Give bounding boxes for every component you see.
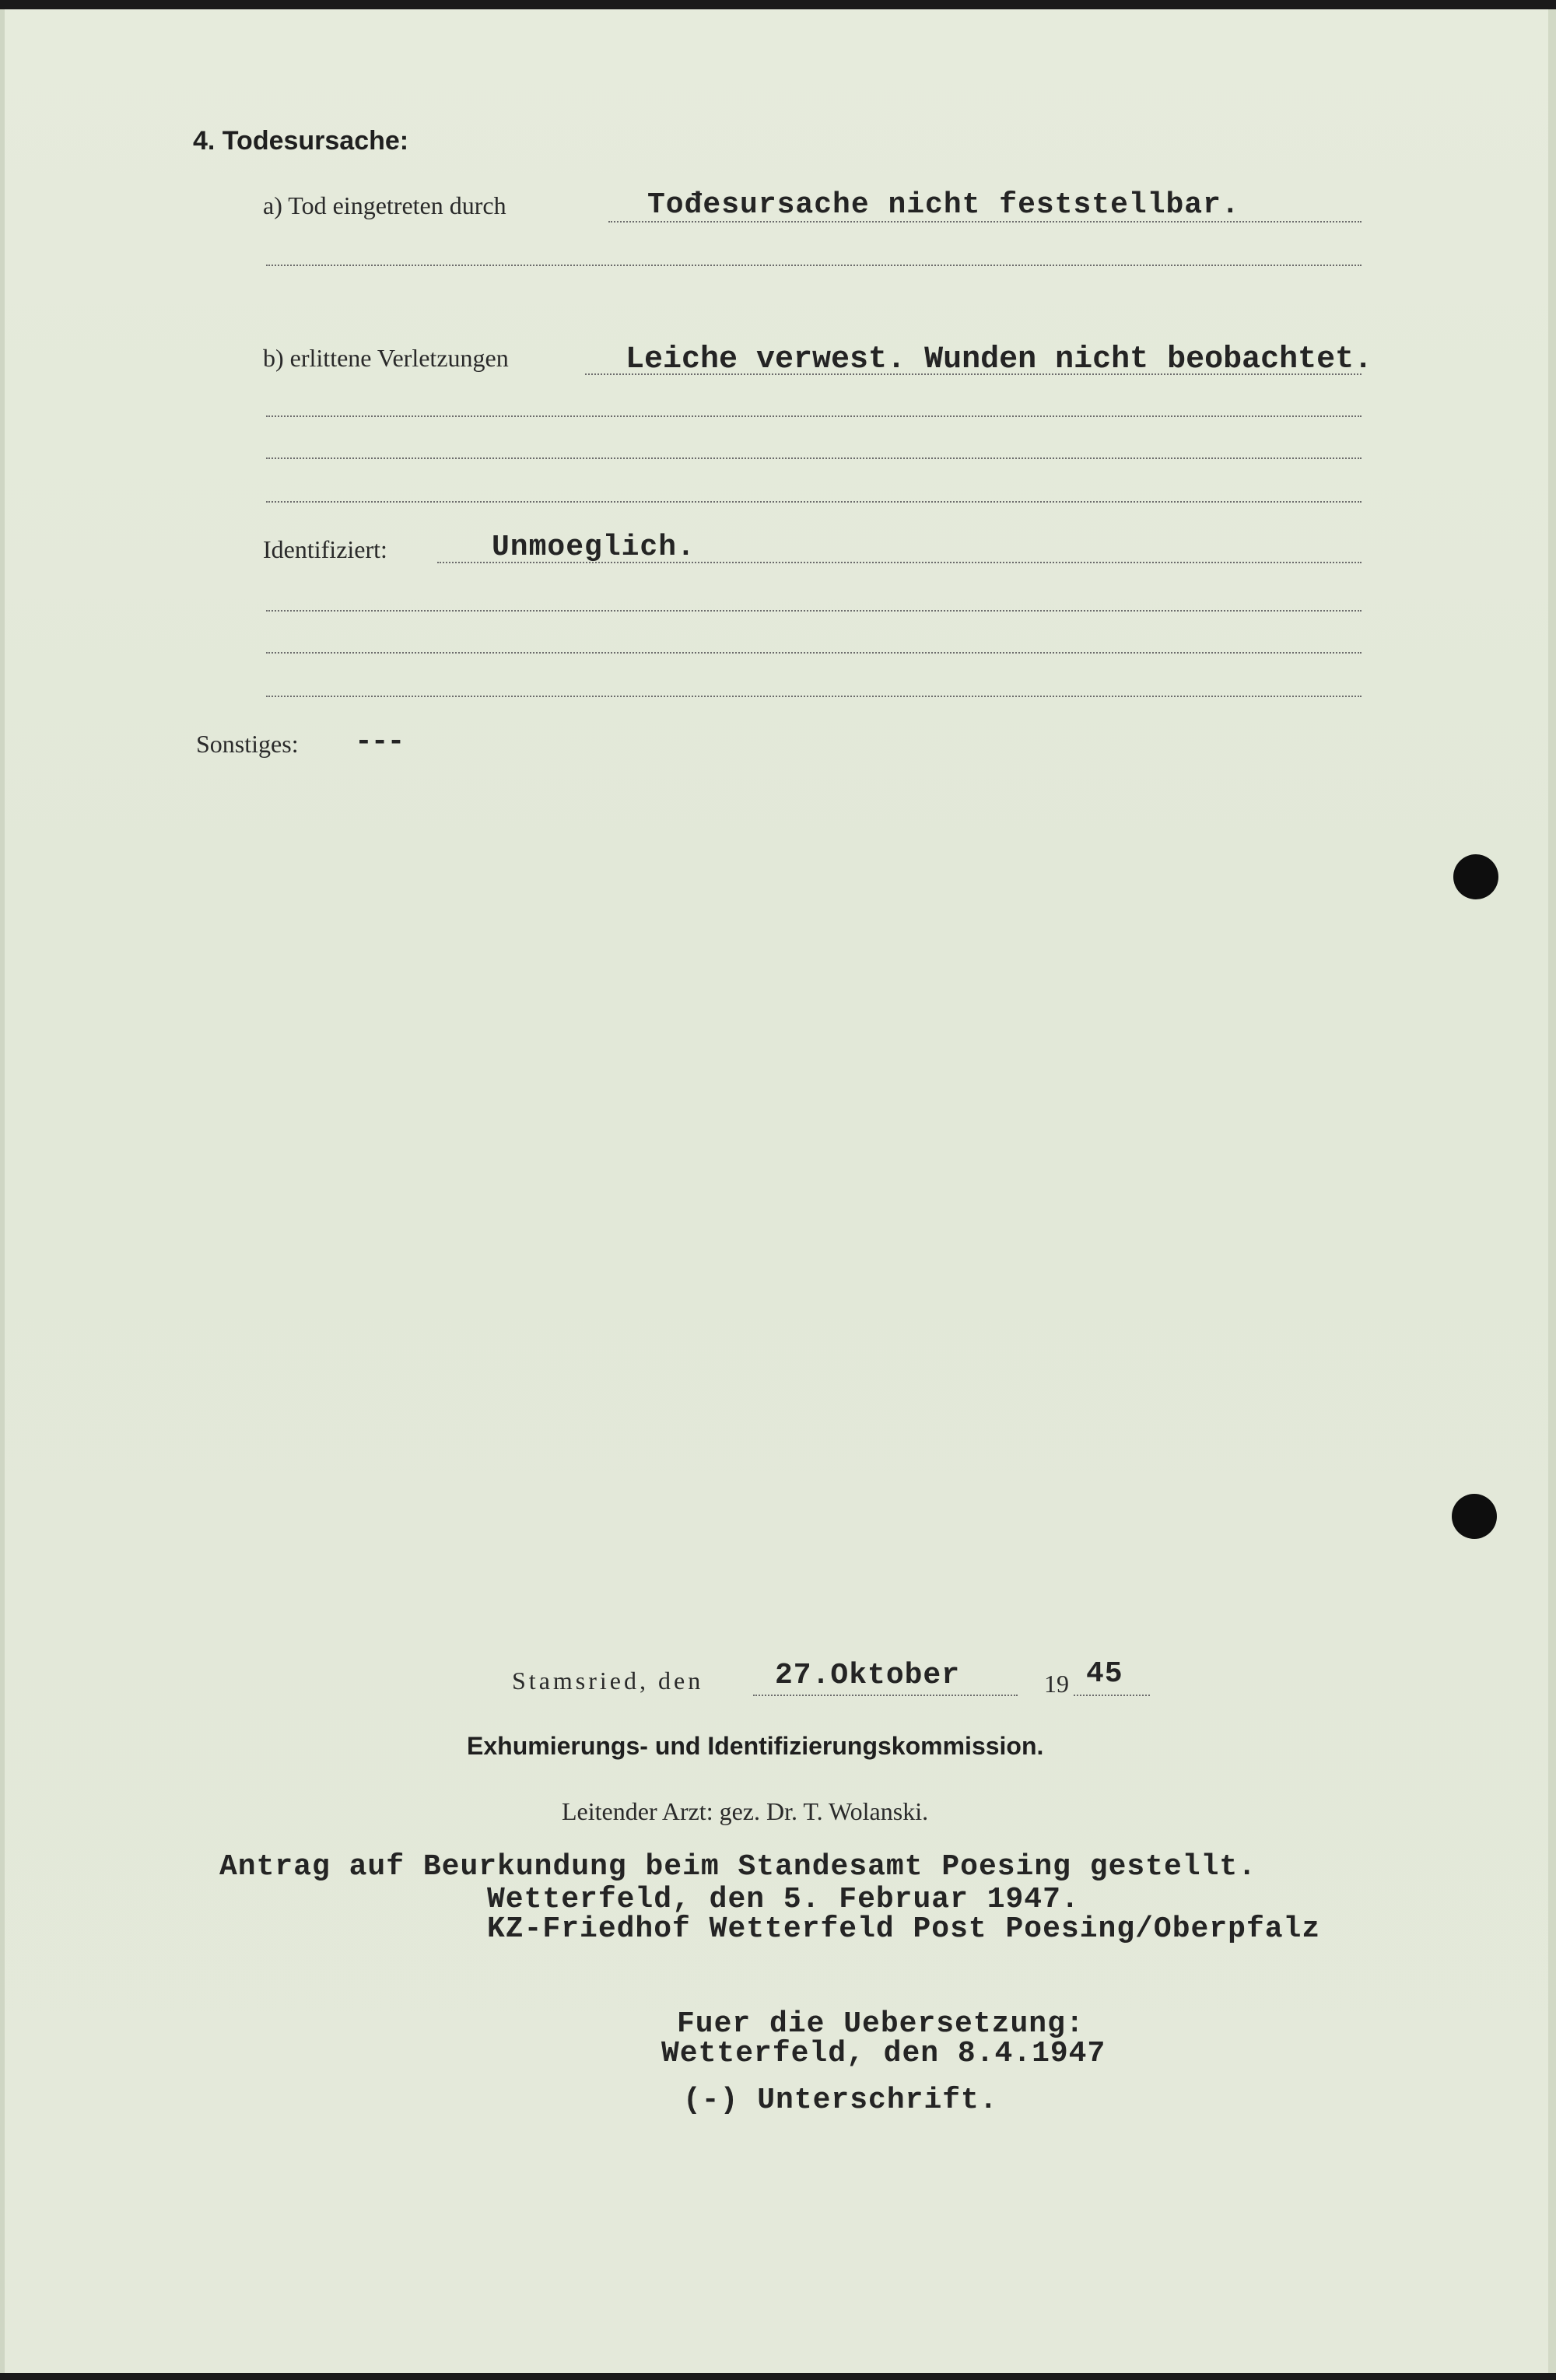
verletzungen-dotted-line-3 (266, 457, 1362, 459)
translation-line-1: Fuer die Uebersetzung: (677, 2007, 1085, 2041)
scan-top-border (0, 0, 1556, 9)
tod-value: Tođesursache nicht feststellbar. (647, 188, 1240, 222)
verletzungen-dotted-line-2 (266, 415, 1362, 417)
scan-right-edge (1548, 9, 1556, 2373)
scan-left-edge (0, 9, 5, 2373)
commission-title: Exhumierungs- und Identifizierungskommission. (467, 1732, 1044, 1760)
place-label: Stamsried, den (512, 1667, 704, 1695)
translation-line-2: Wetterfeld, den 8.4.1947 (661, 2037, 1106, 2070)
sonstiges-label: Sonstiges: (196, 730, 299, 758)
identifiziert-value: Unmoeglich. (492, 531, 696, 564)
section-heading: 4. Todesursache: (193, 126, 409, 156)
date-dotted-line (753, 1695, 1018, 1696)
translation-line-3: (-) Unterschrift. (683, 2084, 998, 2117)
identifiziert-label: Identifiziert: (263, 535, 387, 563)
year-prefix: 19 (1044, 1670, 1069, 1698)
annotation-line-1: Antrag auf Beurkundung beim Standesamt Poesing gestellt. (219, 1850, 1257, 1884)
annotation-line-2: Wetterfeld, den 5. Februar 1947. (487, 1883, 1080, 1916)
year-value: 45 (1086, 1657, 1123, 1691)
tod-dotted-line-2 (266, 265, 1362, 266)
doctor-line: Leitender Arzt: gez. Dr. T. Wolanski. (562, 1797, 929, 1825)
identifiziert-dotted-line-3 (266, 652, 1362, 654)
year-dotted-line (1074, 1695, 1150, 1696)
tod-label: a) Tod eingetreten durch (263, 191, 506, 219)
identifiziert-dotted-line-2 (266, 610, 1362, 612)
annotation-line-3: KZ-Friedhof Wetterfeld Post Poesing/Oberpfalz (487, 1912, 1321, 1946)
verletzungen-dotted-line-4 (266, 501, 1362, 503)
scan-bottom-border (0, 2373, 1556, 2380)
sonstiges-value: --- (355, 725, 404, 759)
date-value: 27.Oktober (775, 1659, 961, 1692)
verletzungen-label: b) erlittene Verletzungen (263, 344, 509, 372)
punch-hole-upper (1453, 854, 1498, 899)
verletzungen-value: Leiche verwest. Wunden nicht beobachtet. (626, 342, 1373, 377)
punch-hole-lower (1452, 1494, 1497, 1539)
identifiziert-dotted-line-4 (266, 696, 1362, 697)
